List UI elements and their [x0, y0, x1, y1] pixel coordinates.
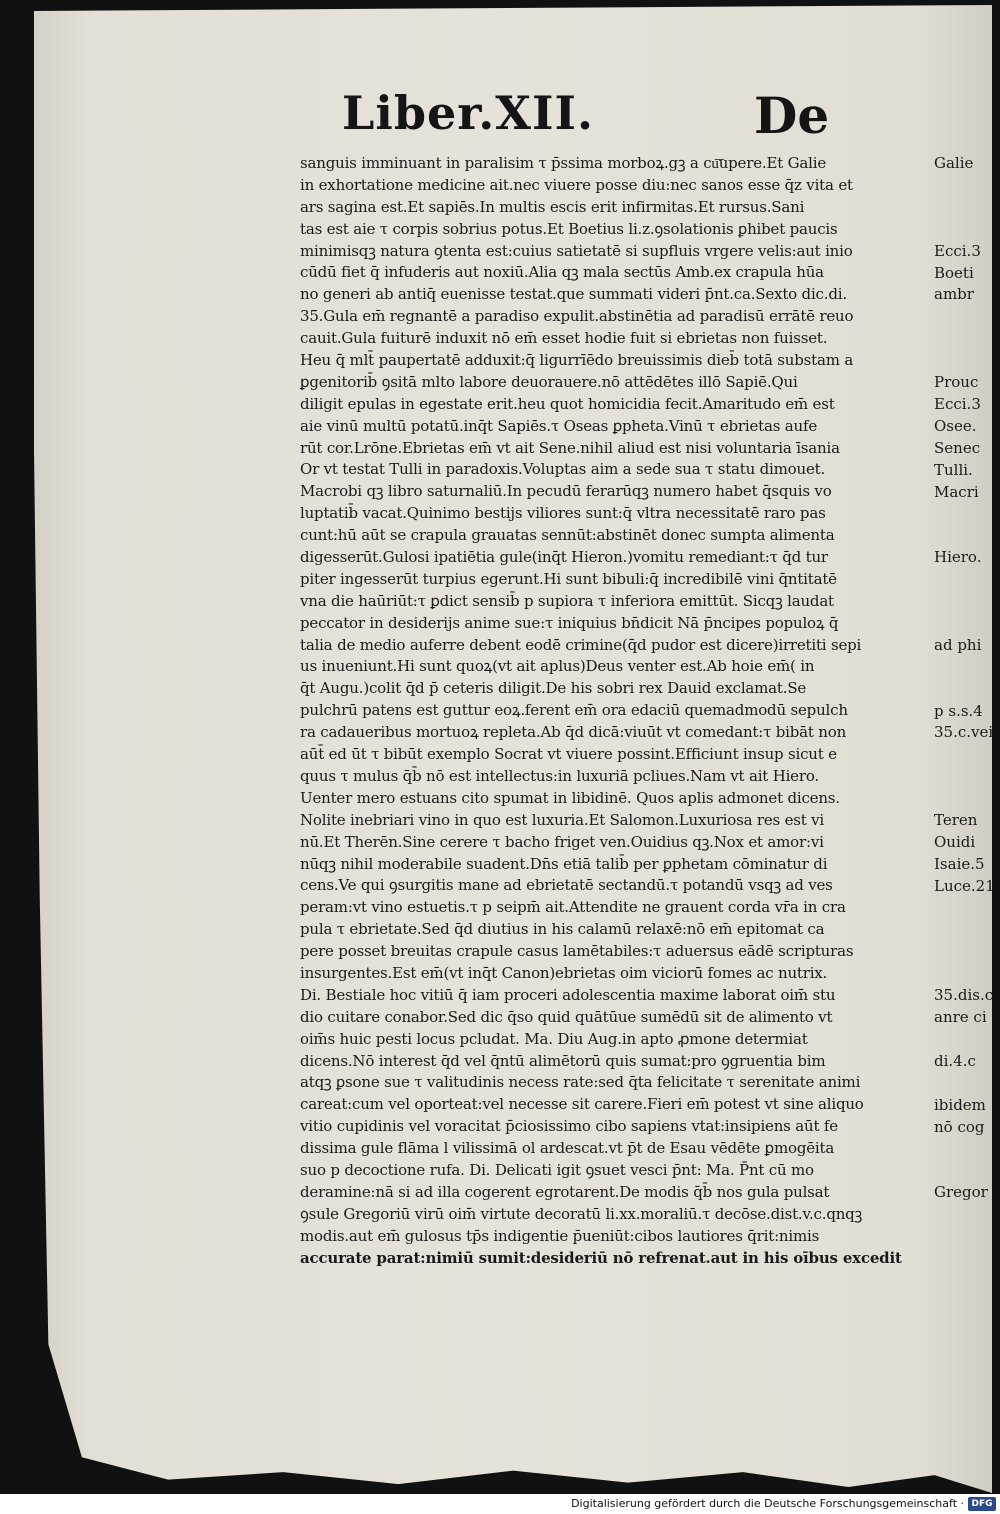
margin-note: Tulli.: [934, 460, 973, 479]
text-line: luptatib̄ vacat.Quinimo bestijs viliores sunt:q̄ vltra necessitatē raro pas: [300, 504, 826, 523]
text-line: suo p decoctione rufa. Di. Delicati igit ꝯsuet vesci p̄nt: Ma. P̄nt cū mo: [300, 1160, 814, 1179]
text-line: nū.Et Therēn.Sine cerere τ bacho friget ven.Ouidius qꝫ.Nox et amor:vi: [300, 832, 824, 851]
text-line: ꝯsule Gregoriū virū oim̄ virtute decoratū li.xx.moraliū.τ decōse.dist.v.c.qnqꝫ: [300, 1204, 863, 1223]
margin-note: Boeti: [934, 263, 974, 282]
funding-credit: Digitalisierung gefördert durch die Deutsche Forschungsgemeinschaft ·: [571, 1497, 964, 1510]
text-line: insurgentes.Est em̄(vt inq̄t Canon)ebrietas oim viciorū fomes ac nutrix.: [300, 963, 828, 982]
text-line: Uenter mero estuans cito spumat in libidinē. Quos aplis admonet dicens.: [300, 788, 840, 807]
margin-note: ambr: [934, 285, 974, 304]
text-line: tas est aie τ corpis sobrius potus.Et Boetius li.z.ꝯsolationis ꝑhibet paucis: [300, 219, 838, 238]
text-line: Di. Bestiale hoc vitiū q̄ iam proceri adolescentia maxime laborat oim̄ stu: [300, 985, 836, 1004]
text-line: rūt cor.Lrōne.Ebrietas em̄ vt ait Sene.nihil aliud est nisi voluntaria īsania: [300, 438, 840, 457]
text-line: aie vinū multū potatū.inq̄t Sapiēs.τ Oseas ꝑpheta.Vinū τ ebrietas aufe: [300, 416, 818, 435]
text-line: cauit.Gula fuiturē induxit nō em̄ esset hodie fuit si ebrietas non fuisset.: [300, 329, 828, 348]
text-line: cens.Ve qui ꝯsurgitis mane ad ebrietatē sectandū.τ potandū vsqꝫ ad ves: [300, 876, 833, 895]
margin-note: Teren: [934, 811, 978, 829]
margin-note: p s.s.4: [934, 701, 983, 720]
margin-note: 35.c.vei: [934, 723, 994, 742]
text-line: no generi ab antiq̄ euenisse testat.que summati videri p̄nt.ca.Sexto dic.di.: [300, 285, 847, 304]
text-line: pulchrū patens est guttur eoꝝ.ferent em̄ ora edaciū quemadmodū sepulch: [300, 701, 848, 720]
text-line: peccator in desiderijs anime sue:τ iniquius bn̄dicit Nā p̄ncipes populoꝝ q̄: [300, 613, 839, 632]
text-line: cūdū fiet q̄ infuderis aut noxiū.Alia qꝫ mala sectūs Amb.ex crapula hūa: [300, 263, 824, 282]
margin-note: Senec: [934, 438, 981, 457]
text-line: nūqꝫ nihil moderabile suadent.Dn̄s etiā talib̄ per ꝑphetam cōminatur di: [300, 854, 828, 873]
margin-note: Prouc: [934, 373, 979, 391]
margin-note: Ecci.3: [934, 394, 981, 413]
text-line: 35.Gula em̄ regnantē a paradiso expulit.abstinētia ad paradisū errātē reuo: [300, 307, 854, 326]
text-line: talia de medio auferre debent eodē crimine(q̄d pudor est dicere)irretiti sepi: [300, 635, 862, 654]
margin-note: Ecci.3: [934, 241, 981, 260]
text-line: sanguis imminuant in paralisim τ p̄ssima morboꝝ.gꝫ a cu͞upere.Et Galie: [300, 154, 826, 172]
text-line: q̄t Augu.)colit q̄d p̄ ceteris diligit.De his sobri rex Dauid exclamat.Se: [300, 679, 807, 698]
running-header: [0, 86, 1000, 146]
margin-note: nō cog: [934, 1117, 985, 1136]
text-line: quus τ mulus q̄b̄ nō est intellectus:in luxuriā pcliues.Nam vt ait Hiero.: [300, 766, 819, 785]
text-line: digesserūt.Gulosi ipatiētia gule(inq̄t Hieron.)vomitu remediant:τ q̄d tur: [300, 548, 828, 567]
text-line: peram:vt vino estuetis.τ p seipm̄ ait.Attendite ne grauent corda vr̄a in cra: [300, 898, 846, 917]
text-line: modis.aut em̄ gulosus tp̄s indigentie p̄ueniūt:cibos lautiores q̄rit:nimis: [300, 1226, 820, 1245]
text-line: ꝑgenitorib̄ ꝯsitā mlto labore deuorauere.nō attēdētes illō Sapiē.Qui: [300, 372, 798, 391]
text-line: deramine:nā si ad illa cogerent egrotarent.De modis q̄b̄ nos gula pulsat: [300, 1182, 830, 1201]
text-line: aūt̄ ed ūt τ bibūt exemplo Socrat vt viuere possint.Efficiunt insup sicut e: [300, 745, 837, 764]
dfg-logo[interactable]: DFG: [968, 1497, 996, 1511]
text-line: oim̄s huic pesti locus pcludat. Ma. Diu Aug.in apto ꝓmone determiat: [300, 1029, 808, 1048]
text-line: careat:cum vel oporteat:vel necesse sit carere.Fieri em̄ potest vt sine aliquo: [300, 1095, 864, 1114]
margin-note: ibidem: [934, 1095, 986, 1114]
text-line: dio cuitare conabor.Sed dic q̄so quid quātūue sumēdū sit de alimento vt: [300, 1007, 833, 1026]
margin-note: ad phi: [934, 635, 982, 654]
book-number-heading: Liber.XII.: [342, 86, 595, 140]
digitization-footer: [0, 1494, 1000, 1514]
text-line: atqꝫ ꝑsone sue τ valitudinis necess rate:sed q̄ta felicitate τ serenitate animi: [300, 1073, 861, 1092]
text-line: vna die haūriūt:τ ꝑdict sensib̄ p supiora τ inferiora emittūt. Sicqꝫ laudat: [300, 591, 834, 610]
margin-note: 35.dis.c: [934, 986, 994, 1005]
text-line: minimisqꝫ natura ꝯtenta est:cuius satietatē si supfluis vrgere velis:aut inio: [300, 241, 853, 260]
main-text-column: [300, 153, 932, 1269]
margin-note: anre ci: [934, 1008, 987, 1027]
text-line: in exhortatione medicine ait.nec viuere posse diu:nec sanos esse q̄z vita et: [300, 175, 853, 194]
text-line: us inueniunt.Hi sunt quoꝝ(vt ait aplus)Deus venter est.Ab hoie em̄( in: [300, 657, 815, 676]
text-line: pere posset breuitas crapule casus lamētabiles:τ aduersus eādē scripturas: [300, 942, 854, 961]
text-line: cunt:hū aūt se crapula grauatas sennūt:abstinēt donec sumpta alimenta: [300, 526, 835, 545]
margin-note: Gregor: [934, 1183, 988, 1202]
text-line: dicens.Nō interest q̄d vel q̄ntū alimētorū quis sumat:pro ꝯgruentia bim: [300, 1051, 826, 1070]
margin-note: Ouidi: [934, 832, 976, 851]
text-line: Heu q̄ mlt̄ paupertatē adduxit:q̄ ligurrīēdo breuissimis dieb̄ totā substam a: [300, 351, 854, 370]
text-line: piter ingesserūt turpius egerunt.Hi sunt bibuli:q̄ incredibilē vini q̄ntitatē: [300, 569, 837, 588]
section-heading: De: [754, 86, 830, 145]
text-line: Or vt testat Tulli in paradoxis.Voluptas aim a sede sua τ statu dimouet.: [300, 460, 826, 479]
text-line: accurate parat:nimiū sumit:desideriū nō refrenat.aut in his oībus excedit: [300, 1248, 902, 1267]
margin-note: Galie: [934, 154, 974, 172]
text-line: vitio cupidinis vel voracitat p̄ciosissimo cibo sapiens vtat:insipiens aūt fe: [300, 1117, 838, 1136]
margin-note: Isaie.5: [934, 854, 985, 873]
text-line: ars sagina est.Et sapiēs.In multis escis erit infirmitas.Et rursus.Sani: [300, 197, 805, 216]
text-line: Macrobi qꝫ libro saturnaliū.In pecudū ferarūqꝫ numero habet q̄squis vo: [300, 482, 832, 501]
text-line: diligit epulas in egestate erit.heu quot homicidia fecit.Amaritudo em̄ est: [300, 394, 835, 413]
margin-note: Hiero.: [934, 548, 982, 567]
text-line: pula τ ebrietate.Sed q̄d diutius in his calamū relaxē:nō em̄ epitomat ca: [300, 920, 825, 939]
margin-note: di.4.c: [934, 1051, 976, 1070]
margin-note: Luce.21: [934, 876, 995, 895]
text-line: Nolite inebriari vino in quo est luxuria.Et Salomon.Luxuriosa res est vi: [300, 810, 825, 829]
text-line: dissima gule flāma l vilissimā ol ardescat.vt p̄t de Esau vēdēte ꝑmogēita: [300, 1139, 835, 1158]
margin-note: Osee.: [934, 416, 977, 435]
text-line: ra cadaueribus mortuoꝝ repleta.Ab q̄d dicā:viuūt vt comedant:τ bibāt non: [300, 723, 847, 742]
margin-note: Macri: [934, 482, 979, 501]
